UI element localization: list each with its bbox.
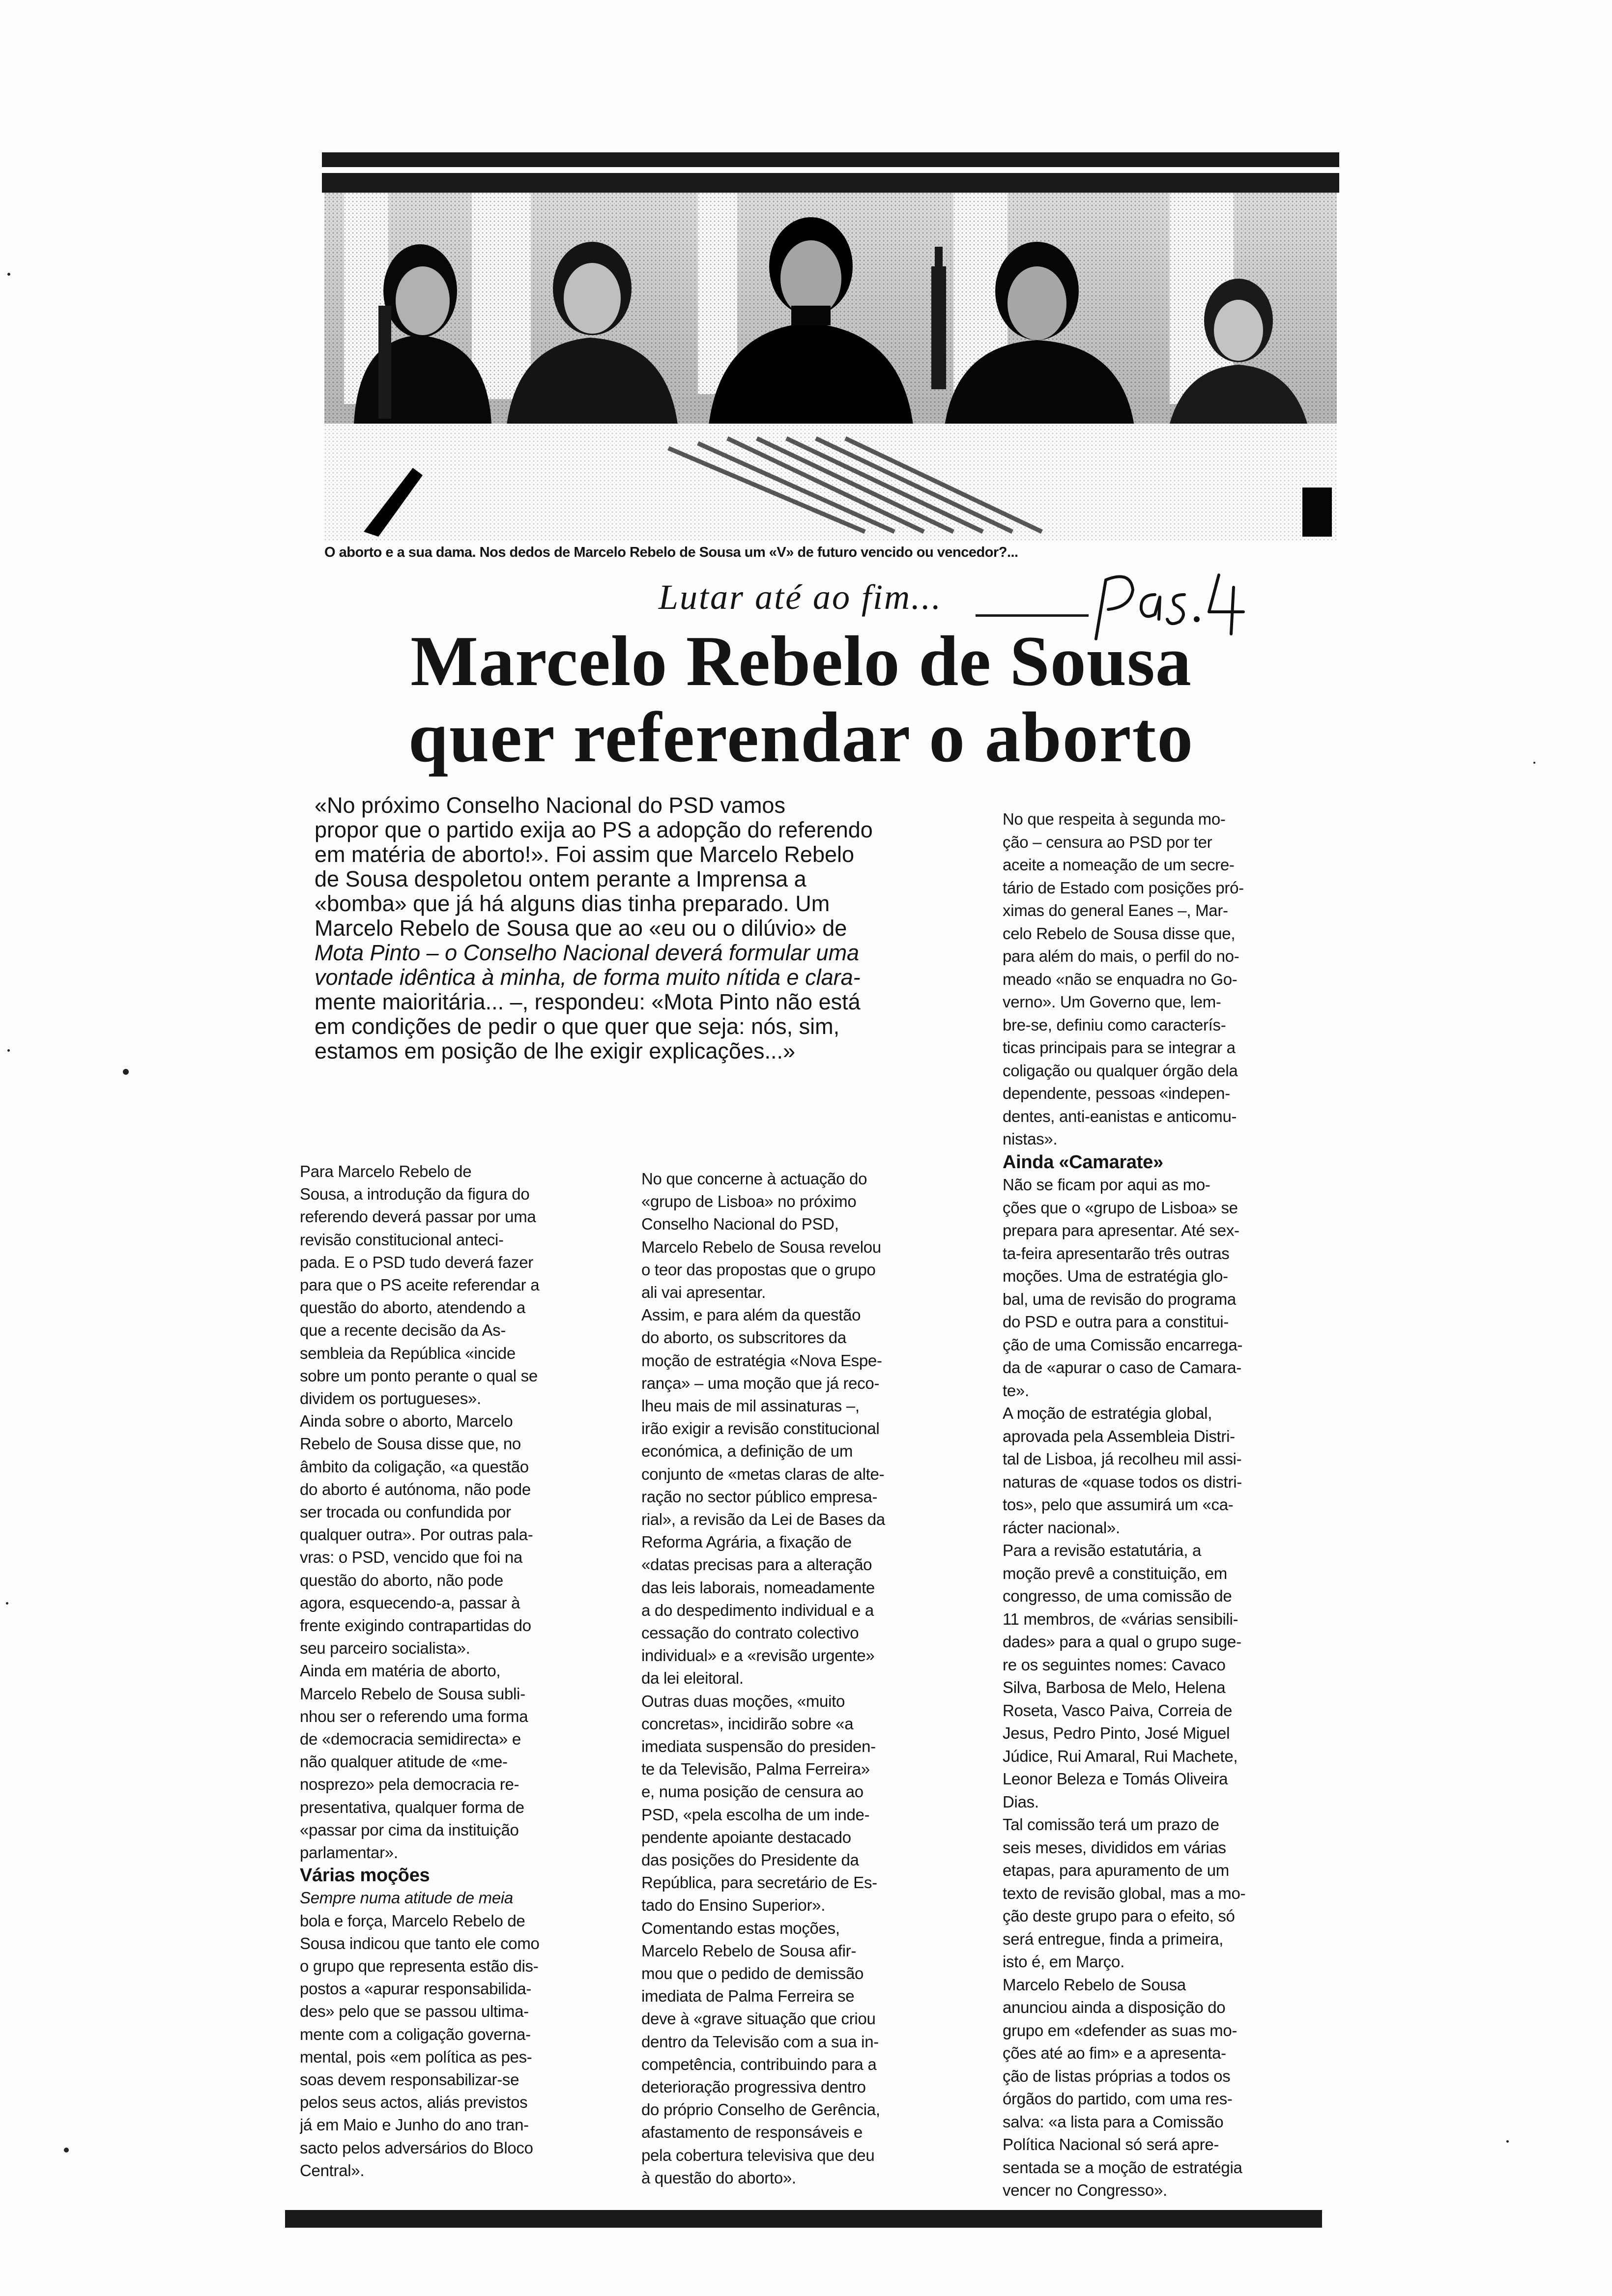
text-line: competência, contribuindo para a: [641, 2055, 877, 2073]
text-line: Leonor Beleza e Tomás Oliveira: [1003, 1770, 1228, 1788]
kicker: Lutar até ao fim...: [659, 577, 943, 617]
text-line: das leis laborais, nomeadamente: [641, 1578, 875, 1597]
text-line: Mota Pinto – o Conselho Nacional deverá formular uma: [315, 940, 860, 965]
text-line: em condições de pedir o que quer que seja: nós, sim,: [315, 1014, 840, 1039]
text-line: ção – censura ao PSD por ter: [1003, 832, 1212, 851]
text-line: PSD, «pela escolha de um inde-: [641, 1805, 870, 1824]
text-line: de «democracia semidirecta» e: [300, 1730, 521, 1748]
scan-speck: [1506, 2140, 1509, 2143]
text-line: Marcelo Rebelo de Sousa: [1003, 1975, 1186, 1994]
text-line: tos», pelo que assumirá um «ca-: [1003, 1495, 1234, 1514]
text-line: sentada se a moção de estratégia: [1003, 2158, 1242, 2177]
text-line: Assim, e para além da questão: [641, 1306, 861, 1324]
text-line: Comentando estas moções,: [641, 1919, 840, 1937]
text-line: soas devem responsabilizar-se: [300, 2070, 519, 2089]
text-line: 11 membros, de «várias sensibili-: [1003, 1609, 1238, 1628]
text-line: que a recente decisão da As-: [300, 1321, 506, 1340]
headline-line-1: Marcelo Rebelo de Sousa: [410, 621, 1192, 701]
text-line: lheu mais de mil assinaturas –,: [641, 1397, 860, 1415]
scan-speck: [6, 1602, 8, 1605]
text-line: da de «apurar o caso de Camara-: [1003, 1358, 1241, 1377]
text-line: Roseta, Vasco Paiva, Correia de: [1003, 1701, 1232, 1720]
text-line: do aborto, os subscritores da: [641, 1328, 846, 1347]
text-line: ções até ao fim» e a apresenta-: [1003, 2044, 1226, 2062]
text-line: bre-se, definiu como caracterís-: [1003, 1015, 1226, 1034]
text-line: do PSD e outra para a constitui-: [1003, 1313, 1229, 1331]
text-line: mou que o pedido de demissão: [641, 1964, 864, 1982]
text-line: mental, pois «em política as pes-: [300, 2047, 532, 2066]
top-rule-thick: [322, 173, 1339, 193]
text-line: aprovada pela Assembleia Distri-: [1003, 1427, 1235, 1445]
text-line: «bomba» que já há alguns dias tinha preparado. Um: [315, 891, 830, 916]
photo-caption: O aborto e a sua dama. Nos dedos de Marcelo Rebelo de Sousa um «V» de futuro vencido ou vencedor?...: [324, 545, 1018, 560]
text-line: propor que o partido exija ao PS a adopção do referendo: [315, 817, 873, 842]
text-line: Outras duas moções, «muito: [641, 1692, 845, 1710]
text-line: «datas precisas para a alteração: [641, 1555, 872, 1574]
text-line: «No próximo Conselho Nacional do PSD vamos: [315, 793, 785, 818]
text-line: ção deste grupo para o efeito, só: [1003, 1907, 1235, 1925]
text-line: moções. Uma de estratégia glo-: [1003, 1267, 1228, 1285]
text-line: te».: [1003, 1381, 1029, 1400]
text-line: sembleia da República «incide: [300, 1344, 516, 1362]
text-line: concretas», incidirão sobre «a: [641, 1714, 854, 1733]
text-line: revisão constitucional anteci-: [300, 1230, 504, 1249]
text-line: dades» para a qual o grupo suge-: [1003, 1633, 1241, 1651]
scan-speck: [64, 2148, 69, 2152]
text-line: Tal comissão terá um prazo de: [1003, 1815, 1219, 1834]
text-line: bal, uma de revisão do programa: [1003, 1290, 1236, 1308]
text-line: A moção de estratégia global,: [1003, 1404, 1212, 1422]
text-line: será entregue, finda a primeira,: [1003, 1929, 1223, 1948]
text-line: Sempre numa atitude de meia: [300, 1889, 513, 1907]
text-line: moção prevê a constituição, em: [1003, 1564, 1227, 1582]
text-line: «passar por cima da instituição: [300, 1820, 519, 1839]
text-line: afastamento de responsáveis e: [641, 2123, 863, 2142]
text-line: Rebelo de Sousa disse que, no: [300, 1435, 521, 1453]
text-line: celo Rebelo de Sousa disse que,: [1003, 924, 1236, 943]
text-line: parlamentar».: [300, 1843, 398, 1862]
text-line: Para Marcelo Rebelo de: [300, 1162, 472, 1180]
text-line: Marcelo Rebelo de Sousa subli-: [300, 1684, 525, 1703]
text-line: o grupo que representa estão dis-: [300, 1957, 539, 1975]
text-line: nistas».: [1003, 1130, 1058, 1148]
text-line: Silva, Barbosa de Melo, Helena: [1003, 1678, 1226, 1696]
text-line: mente maioritária... –, respondeu: «Mota Pinto não está: [315, 989, 861, 1014]
text-line: Dias.: [1003, 1792, 1039, 1811]
text-line: bola e força, Marcelo Rebelo de: [300, 1911, 525, 1930]
text-line: ção de listas próprias a todos os: [1003, 2066, 1231, 2085]
text-line: pelos seus actos, aliás previstos: [300, 2093, 528, 2112]
text-line: República, para secretário de Es-: [641, 1873, 877, 1892]
text-line: económica, a definição de um: [641, 1442, 853, 1461]
text-line: pendente apoiante destacado: [641, 1828, 851, 1846]
text-line: Conselho Nacional do PSD,: [641, 1215, 839, 1234]
text-line: dividem os portugueses».: [300, 1389, 481, 1407]
text-line: vras: o PSD, vencido que foi na: [300, 1548, 522, 1567]
text-line: des» pelo que se passou ultima-: [300, 2002, 529, 2021]
text-line: irão exigir a revisão constitucional: [641, 1419, 880, 1438]
text-line: dependente, pessoas «indepen-: [1003, 1084, 1230, 1102]
bottom-rule: [285, 2210, 1322, 2228]
text-line: meado «não se enquadra no Go-: [1003, 970, 1238, 988]
text-line: nosprezo» pela democracia re-: [300, 1775, 519, 1794]
text-line: Marcelo Rebelo de Sousa revelou: [641, 1237, 881, 1256]
text-line: rial», a revisão da Lei de Bases da: [641, 1510, 885, 1528]
text-line: aceite a nomeação de um secre-: [1003, 856, 1235, 874]
headline-line-2: quer referendar o aborto: [408, 697, 1194, 777]
text-line: No que respeita à segunda mo-: [1003, 810, 1226, 828]
text-line: das posições do Presidente da: [641, 1851, 859, 1869]
text-line: Marcelo Rebelo de Sousa que ao «eu ou o dilúvio» de: [315, 916, 847, 941]
text-line: o teor das propostas que o grupo: [641, 1260, 876, 1279]
text-line: presentativa, qualquer forma de: [300, 1798, 524, 1816]
text-line: congresso, de uma comissão de: [1003, 1587, 1232, 1605]
text-line: naturas de «quase todos os distri-: [1003, 1472, 1242, 1491]
text-line: à questão do aborto».: [641, 2168, 796, 2187]
text-line: seis meses, divididos em várias: [1003, 1838, 1226, 1857]
text-line: Sousa, a introdução da figura do: [300, 1185, 530, 1204]
text-line: sacto pelos adversários do Bloco: [300, 2138, 533, 2157]
text-line: questão do aborto, não pode: [300, 1571, 503, 1589]
text-line: já em Maio e Junho do ano tran-: [300, 2116, 529, 2134]
scan-speck: [123, 1069, 129, 1075]
text-line: grupo em «defender as suas mo-: [1003, 2021, 1238, 2039]
text-line: referendo deverá passar por uma: [300, 1207, 536, 1226]
text-line: para além do mais, o perfil do no-: [1003, 947, 1239, 965]
text-line: cessação do contrato colectivo: [641, 1624, 859, 1642]
text-line: prepara para apresentar. Até sex-: [1003, 1221, 1239, 1239]
text-line: imediata suspensão do presiden-: [641, 1737, 876, 1755]
text-line: deve à «grave situação que criou: [641, 2009, 876, 2028]
text-line: postos a «apurar responsabilida-: [300, 1980, 532, 1998]
text-line: Sousa indicou que tanto ele como: [300, 1934, 540, 1952]
text-line: Ainda sobre o aborto, Marcelo: [300, 1412, 513, 1431]
text-line: No que concerne à actuação do: [641, 1170, 867, 1188]
text-line: individual» e a «revisão urgente»: [641, 1646, 875, 1665]
press-photo: [324, 193, 1337, 542]
text-line: sobre um ponto perante o qual se: [300, 1366, 538, 1385]
text-line: ção de uma Comissão encarrega-: [1003, 1335, 1243, 1354]
text-line: da lei eleitoral.: [641, 1669, 744, 1688]
text-line: dentro da Televisão com a sua in-: [641, 2032, 879, 2051]
text-line: do aborto é autónoma, não pode: [300, 1480, 531, 1498]
text-line: verno». Um Governo que, lem-: [1003, 993, 1221, 1011]
text-line: Central».: [300, 2161, 365, 2180]
text-line: anunciou ainda a disposição do: [1003, 1998, 1226, 2016]
text-line: pela cobertura televisiva que deu: [641, 2146, 875, 2164]
text-line: Jesus, Pedro Pinto, José Miguel: [1003, 1724, 1230, 1742]
text-line: Não se ficam por aqui as mo-: [1003, 1176, 1210, 1194]
section-heading: Ainda «Camarate»: [1003, 1152, 1163, 1172]
text-line: ções que o «grupo de Lisboa» se: [1003, 1198, 1238, 1217]
text-line: ticas principais para se integrar a: [1003, 1038, 1236, 1057]
text-line: questão do aborto, atendendo a: [300, 1298, 525, 1317]
text-line: tário de Estado com posições pró-: [1003, 878, 1244, 897]
text-line: Reforma Agrária, a fixação de: [641, 1533, 852, 1551]
text-line: nhou ser o referendo uma forma: [300, 1707, 528, 1725]
text-line: Júdice, Rui Amaral, Rui Machete,: [1003, 1747, 1238, 1765]
text-line: texto de revisão global, mas a mo-: [1003, 1884, 1246, 1902]
text-line: re os seguintes nomes: Cavaco: [1003, 1655, 1226, 1674]
text-line: salva: «a lista para a Comissão: [1003, 2112, 1224, 2131]
text-line: coligação ou qualquer órgão dela: [1003, 1061, 1238, 1080]
text-line: vontade idêntica à minha, de forma muito nítida e clara-: [315, 965, 861, 990]
text-line: âmbito da coligação, «a questão: [300, 1457, 529, 1476]
text-line: Para a revisão estatutária, a: [1003, 1541, 1202, 1559]
text-line: Política Nacional só será apre-: [1003, 2135, 1219, 2153]
text-line: a do despedimento individual e a: [641, 1601, 874, 1619]
text-line: de Sousa despoletou ontem perante a Imprensa a: [315, 866, 806, 891]
text-line: mente com a coligação governa-: [300, 2025, 531, 2043]
scan-speck: [7, 273, 10, 276]
text-line: seu parceiro socialista».: [300, 1639, 470, 1658]
text-line: deterioração progressiva dentro: [641, 2078, 866, 2096]
text-line: não qualquer atitude de «me-: [300, 1752, 508, 1771]
text-line: Ainda em matéria de aborto,: [300, 1662, 501, 1680]
text-line: dentes, anti-eanistas e anticomu-: [1003, 1107, 1237, 1125]
text-line: em matéria de aborto!». Foi assim que Marcelo Rebelo: [315, 842, 855, 867]
text-line: Marcelo Rebelo de Sousa afir-: [641, 1941, 857, 1960]
text-line: tado do Ensino Superior».: [641, 1896, 826, 1915]
text-line: «grupo de Lisboa» no próximo: [641, 1192, 857, 1211]
text-line: conjunto de «metas claras de alte-: [641, 1464, 885, 1483]
text-line: ser trocada ou confundida por: [300, 1503, 511, 1521]
scan-speck: [1533, 762, 1535, 764]
text-line: vencer no Congresso».: [1003, 2181, 1167, 2199]
text-line: ta-feira apresentarão três outras: [1003, 1244, 1230, 1263]
text-line: do próprio Conselho de Gerência,: [641, 2100, 880, 2119]
text-line: ração no sector público empresa-: [641, 1487, 878, 1506]
text-line: etapas, para apuramento de um: [1003, 1861, 1229, 1879]
scan-speck: [7, 1049, 10, 1052]
text-line: ximas do general Eanes –, Mar-: [1003, 901, 1228, 919]
text-line: rácter nacional».: [1003, 1518, 1120, 1537]
text-line: para que o PS aceite referendar a: [300, 1276, 540, 1294]
text-line: qualquer outra». Por outras pala-: [300, 1525, 533, 1544]
kicker-rule: [976, 614, 1089, 617]
text-line: órgãos do partido, com uma res-: [1003, 2090, 1233, 2108]
text-line: isto é, em Março.: [1003, 1952, 1124, 1971]
text-line: te da Televisão, Palma Ferreira»: [641, 1760, 870, 1779]
text-line: agora, esquecendo-a, passar à: [300, 1593, 520, 1612]
text-line: e, numa posição de censura ao: [641, 1782, 864, 1801]
text-line: moção de estratégia «Nova Espe-: [641, 1351, 882, 1370]
text-line: pada. E o PSD tudo deverá fazer: [300, 1253, 534, 1271]
text-line: frente exigindo contrapartidas do: [300, 1616, 531, 1635]
top-rule: [322, 152, 1339, 167]
press-conference-photo-icon: [324, 193, 1337, 542]
section-heading: Várias moções: [300, 1866, 430, 1885]
text-line: tal de Lisboa, já recolheu mil assi-: [1003, 1450, 1242, 1468]
text-line: rança» – uma moção que já reco-: [641, 1374, 880, 1392]
text-line: ali vai apresentar.: [641, 1283, 766, 1301]
text-line: estamos em posição de lhe exigir explicações...»: [315, 1038, 796, 1063]
text-line: imediata de Palma Ferreira se: [641, 1987, 855, 2006]
